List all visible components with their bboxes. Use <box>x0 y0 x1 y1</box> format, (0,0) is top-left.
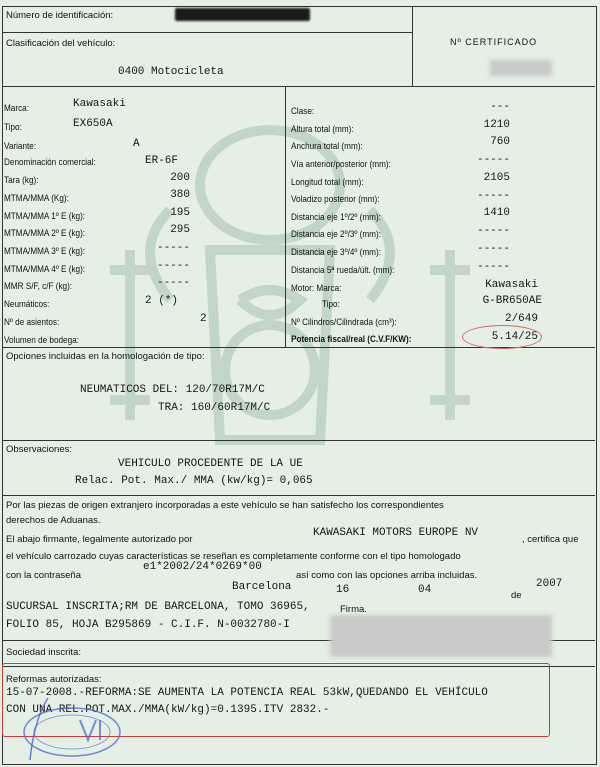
conformity-text: el vehículo carrozado cuyas características se reseñan es completamente conforme con el tipo homologado <box>6 551 461 562</box>
spec-label: Distancia 5ª rueda/últ. (mm): <box>291 265 395 276</box>
redacted-certificate-number <box>490 60 552 76</box>
options-label: Opciones incluidas en la homologación de tipo: <box>6 351 205 362</box>
power-highlight-circle <box>462 325 542 349</box>
spec-value: G-BR650AE <box>482 295 542 307</box>
spec-label: Motor: Marca: <box>291 283 342 294</box>
header-divider <box>412 6 413 86</box>
signature-day: 16 <box>336 584 350 596</box>
spec-label: MTMA/MMA 1º E (kg): <box>4 211 86 222</box>
signature-month: 04 <box>418 584 432 596</box>
spec-label: Neumáticos: <box>4 299 50 310</box>
spec-value: ----- <box>476 261 510 273</box>
classification-label: Clasificación del vehículo: <box>6 38 116 49</box>
certificate-label: Nº CERTIFICADO <box>450 37 538 47</box>
spec-label: Distancia eje 2º/3º (mm): <box>291 229 381 240</box>
spec-value: ----- <box>156 277 190 289</box>
customs-text: Por las piezas de origen extranjero incorporadas a este vehículo se han satisfecho los correspondientes <box>6 500 444 511</box>
spec-value: ----- <box>476 243 510 255</box>
spec-value: 1210 <box>483 119 510 131</box>
spec-label: Clase: <box>291 106 315 117</box>
spec-value: ----- <box>156 260 190 272</box>
spec-value: 195 <box>170 207 190 219</box>
spec-value: A <box>133 138 140 150</box>
options-included-text: así como con las opciones arriba incluidas. <box>296 570 478 581</box>
spec-value: Kawasaki <box>73 98 126 110</box>
registry-line-2: FOLIO 85, HOJA B295869 - C.I.F. N-0032780-I <box>6 619 290 631</box>
observations-power-ratio: Relac. Pot. Max./ MMA (kw/kg)= 0,065 <box>75 475 313 487</box>
spec-label: Tipo: <box>322 299 340 310</box>
spec-label: Altura total (mm): <box>291 124 354 135</box>
spec-value: EX650A <box>73 118 113 130</box>
spec-label: Distancia eje 1º/2º (mm): <box>291 212 381 223</box>
reforms-label: Reformas autorizadas: <box>6 674 102 685</box>
spec-label: Tipo: <box>4 122 22 133</box>
spec-label: Anchura total (mm): <box>291 141 363 152</box>
spec-value: 2105 <box>483 172 510 184</box>
spec-label: MTMA/MMA 4º E (kg): <box>4 264 86 275</box>
reform-line-1: 15-07-2008.-REFORMA:SE AUMENTA LA POTENCIA REAL 53kW,QUEDANDO EL VEHÍCULO <box>6 687 488 699</box>
options-tyres-front: NEUMATICOS DEL: 120/70R17M/C <box>80 384 265 396</box>
spec-value: ----- <box>476 190 510 202</box>
spec-value: 1410 <box>483 207 510 219</box>
customs-text-cont: derechos de Aduanas. <box>6 515 101 526</box>
spec-value: ----- <box>476 154 510 166</box>
spec-value: ----- <box>156 242 190 254</box>
spec-label: Tara (kg): <box>4 175 39 186</box>
spec-label: Voladizo posterior (mm): <box>291 194 380 205</box>
observations-top-rule <box>2 440 595 441</box>
spec-value: 2 (*) <box>145 295 179 307</box>
firma-label: Firma. <box>340 604 367 615</box>
de-label: de <box>511 590 522 601</box>
signature-year: 2007 <box>536 578 563 590</box>
spec-label: Distancia eje 3º/4º (mm): <box>291 247 381 258</box>
itv-stamp <box>10 690 130 764</box>
options-tyres-rear: TRA: 160/60R17M/C <box>158 402 271 414</box>
classification-value: 0400 Motocicleta <box>118 66 224 78</box>
observations-label: Observaciones: <box>6 444 73 455</box>
specs-column-divider <box>285 86 286 347</box>
contrasena-label: con la contraseña <box>6 570 81 581</box>
spec-value: 380 <box>170 189 190 201</box>
spec-label: Volumen de bodega: <box>4 335 79 346</box>
spec-value: 2/649 <box>504 313 538 325</box>
spec-label: Nº de asientos: <box>4 317 60 328</box>
id-label: Número de identificación: <box>6 10 114 21</box>
spec-label: Nº Cilindros/Cilindrada (cm³): <box>291 317 397 328</box>
spec-value: 2 <box>200 313 207 325</box>
signer-suffix: , certifica que <box>522 534 579 545</box>
spec-value: ----- <box>476 225 510 237</box>
redacted-vin <box>175 8 310 21</box>
spec-label: Potencia fiscal/real (C.V.F/KW): <box>291 334 412 345</box>
homologation-code: e1*2002/24*0269*00 <box>143 561 262 573</box>
spec-label: MMR S/F, c/F (kg): <box>4 281 73 292</box>
signature-city: Barcelona <box>232 581 292 593</box>
redacted-signature <box>330 615 552 657</box>
spec-value: 5.14/25 <box>491 331 538 343</box>
spec-label: Denominación comercial: <box>4 157 96 168</box>
certification-top-rule <box>2 495 595 496</box>
spec-value: 200 <box>170 172 190 184</box>
spec-value: Kawasaki <box>485 279 538 291</box>
header-rule <box>2 32 412 33</box>
sociedad-label: Sociedad inscrita: <box>6 647 81 658</box>
spec-label: MTMA/MMA (Kg): <box>4 193 69 204</box>
signer-prefix: El abajo firmante, legalmente autorizado por <box>6 534 193 545</box>
spec-value: 295 <box>170 224 190 236</box>
observations-origin: VEHICULO PROCEDENTE DE LA UE <box>118 458 303 470</box>
spec-label: MTMA/MMA 3º E (kg): <box>4 246 86 257</box>
spec-label: Marca: <box>4 103 29 114</box>
specs-top-rule <box>2 86 595 87</box>
spec-label: MTMA/MMA 2º E (kg): <box>4 228 86 239</box>
registry-line-1: SUCURSAL INSCRITA;RM DE BARCELONA, TOMO 36965, <box>6 601 310 613</box>
spec-value: --- <box>490 101 510 113</box>
signer-company: KAWASAKI MOTORS EUROPE NV <box>313 527 479 539</box>
spec-label: Vía anterior/posterior (mm): <box>291 159 391 170</box>
spec-label: Longitud total (mm): <box>291 177 364 188</box>
spec-value: 760 <box>490 136 510 148</box>
reform-line-2: CON UNA REL.POT.MAX./MMA(kW/kg)=0.1395.ITV 2832.- <box>6 704 330 716</box>
spec-value: ER-6F <box>145 155 179 167</box>
spec-label: Variante: <box>4 141 37 152</box>
